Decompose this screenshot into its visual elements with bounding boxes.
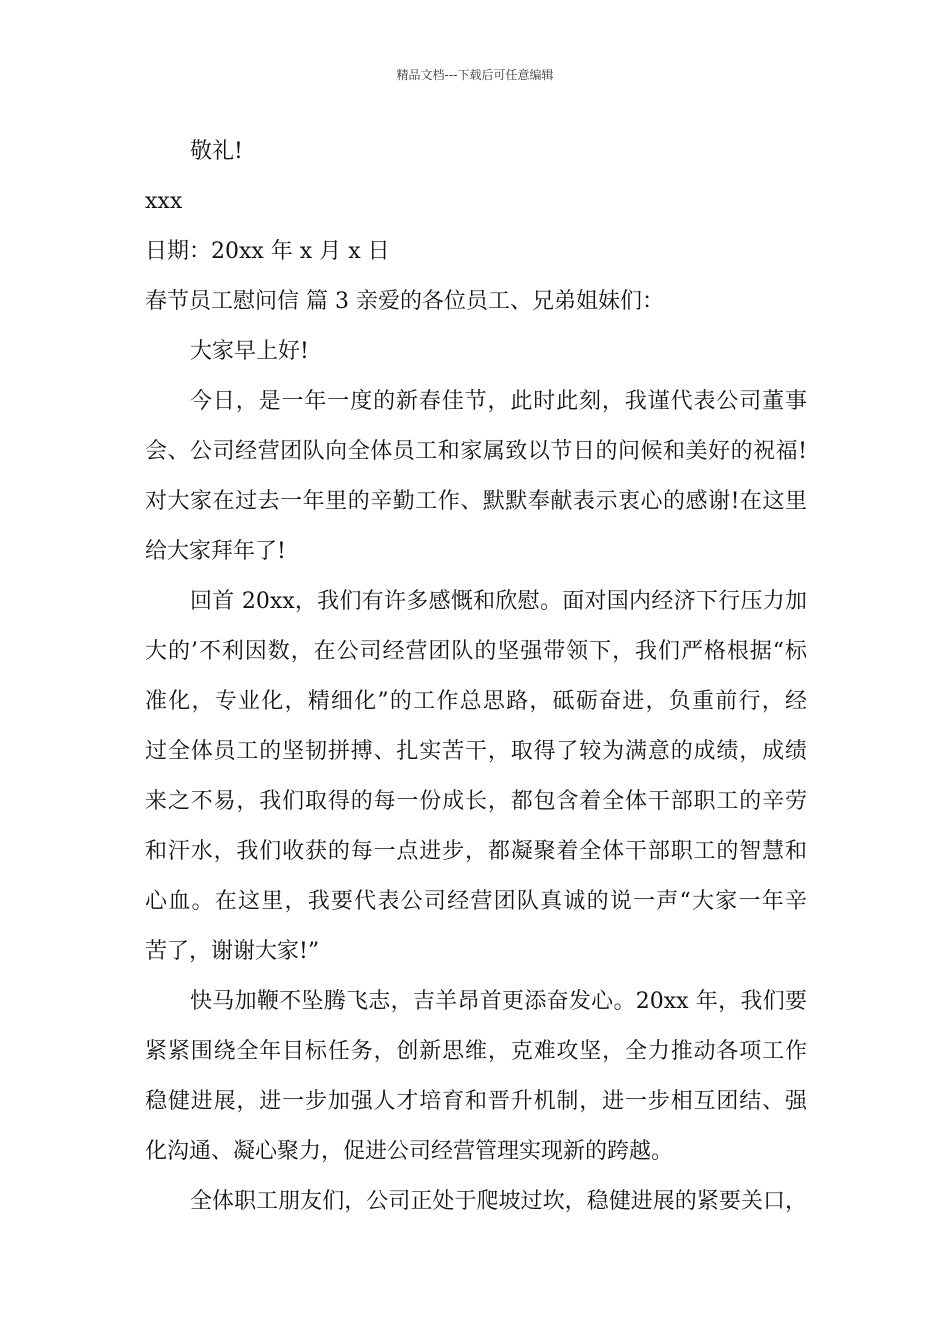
paragraph-line: 来之不易，我们取得的每一份成长，都包含着全体干部职工的辛劳	[145, 789, 807, 814]
paragraph-line: 大的’不利因数，在公司经营团队的坚强带领下，我们严格根据“标	[145, 639, 807, 664]
paragraph-line: 稳健进展，进一步加强人才培育和晋升机制，进一步相互团结、强	[145, 1089, 807, 1114]
letter-title: 春节员工慰问信 篇 3 亲爱的各位员工、兄弟姐妹们：	[145, 289, 664, 314]
paragraph-line: 全体职工朋友们，公司正处于爬坡过坎，稳健进展的紧要关口，	[190, 1189, 807, 1214]
paragraph-line: 准化，专业化，精细化”的工作总思路，砥砺奋进，负重前行，经	[145, 689, 807, 714]
paragraph-line: 过全体员工的坚韧拼搏、扎实苦干，取得了较为满意的成绩，成绩	[145, 739, 807, 764]
paragraph-line: 苦了，谢谢大家!”	[145, 939, 320, 964]
paragraph-line: 快马加鞭不坠腾飞志，吉羊昂首更添奋发心。20xx 年，我们要	[190, 989, 807, 1014]
paragraph-line: 今日，是一年一度的新春佳节，此时此刻，我谨代表公司董事	[190, 389, 807, 414]
signature: xxx	[145, 189, 183, 214]
page-header: 精品文档---下载后可任意编辑	[396, 68, 554, 82]
paragraph-line: 给大家拜年了!	[145, 539, 286, 564]
paragraph-line: 心血。在这里，我要代表公司经营团队真诚的说一声“大家一年辛	[145, 889, 807, 914]
paragraph-line: 会、公司经营团队向全体员工和家属致以节日的问候和美好的祝福!	[145, 439, 807, 464]
greeting: 大家早上好!	[190, 339, 309, 364]
paragraph-line: 回首 20xx，我们有许多感慨和欣慰。面对国内经济下行压力加	[190, 589, 807, 614]
paragraph-line: 对大家在过去一年里的辛勤工作、默默奉献表示衷心的感谢!在这里	[145, 489, 807, 514]
paragraph-line: 和汗水，我们收获的每一点进步，都凝聚着全体干部职工的智慧和	[145, 839, 807, 864]
closing-salutation: 敬礼!	[190, 139, 243, 164]
paragraph-line: 化沟通、凝心聚力，促进公司经营管理实现新的跨越。	[145, 1139, 674, 1164]
date-line: 日期：20xx 年 x 月 x 日	[145, 239, 390, 264]
paragraph-line: 紧紧围绕全年目标任务，创新思维，克难攻坚，全力推动各项工作	[145, 1039, 807, 1064]
